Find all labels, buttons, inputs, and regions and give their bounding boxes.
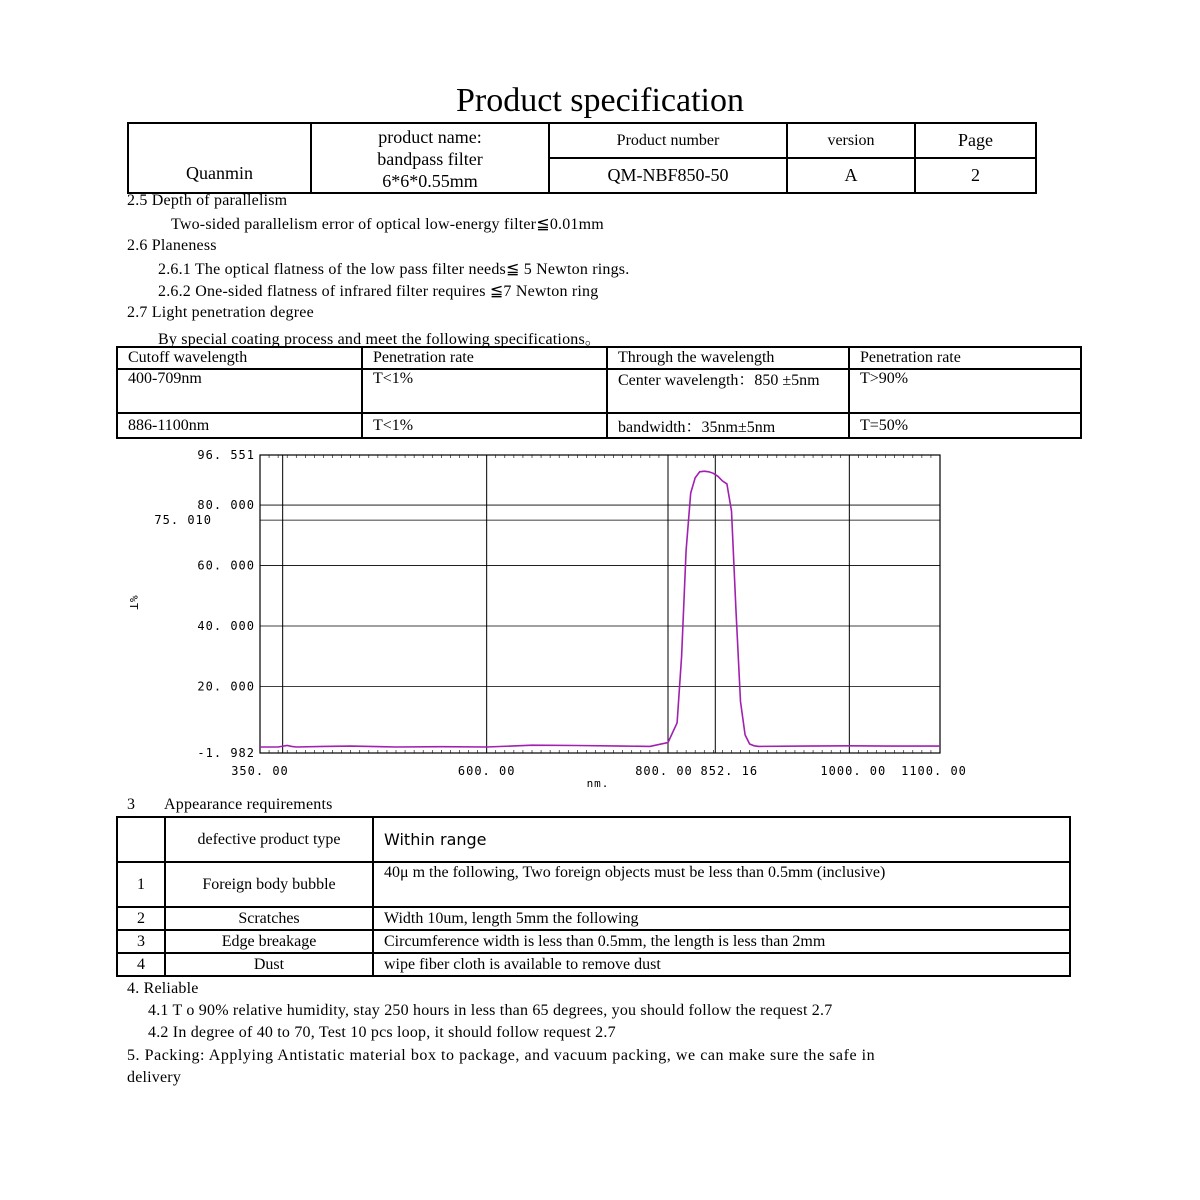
spec-header-through: Through the wavelength bbox=[607, 347, 849, 369]
section-2-7-text: By special coating process and meet the following specifications。 bbox=[158, 331, 602, 348]
x-axis-label: nm. bbox=[586, 777, 610, 790]
reliable-4-1: 4.1 T o 90% relative humidity, stay 250 hours in less than 65 degrees, you should follow the request 2.7 bbox=[148, 1002, 833, 1019]
appearance-table bbox=[116, 816, 1071, 977]
y-tick-label: 80. 000 bbox=[197, 498, 255, 513]
page-value: 2 bbox=[915, 158, 1036, 193]
header-table bbox=[127, 122, 1037, 194]
appearance-heading-number: 3 bbox=[127, 796, 136, 813]
appearance-header-type: defective product type bbox=[165, 817, 373, 862]
transmission-curve bbox=[260, 471, 940, 747]
appearance-header-range: Within range bbox=[373, 817, 1070, 862]
appearance-row-range: Circumference width is less than 0.5mm, the length is less than 2mm bbox=[373, 930, 1070, 953]
appearance-row-range: 40μ m the following, Two foreign objects must be less than 0.5mm (inclusive) bbox=[373, 862, 1070, 907]
version-label: version bbox=[787, 123, 915, 158]
appearance-row-range: wipe fiber cloth is available to remove dust bbox=[373, 953, 1070, 976]
y-tick-label: 75. 010 bbox=[154, 513, 212, 528]
y-tick-label: -1. 982 bbox=[197, 746, 255, 760]
appearance-row-num: 2 bbox=[117, 907, 165, 930]
section-2-6-2: 2.6.2 One-sided flatness of infrared filter requires ≦7 Newton ring bbox=[158, 283, 599, 300]
packing-line-1: 5. Packing: Applying Antistatic material box to package, and vacuum packing, we can make sure the safe in bbox=[127, 1047, 876, 1064]
section-2-6-1: 2.6.1 The optical flatness of the low pass filter needs≦ 5 Newton rings. bbox=[158, 261, 630, 278]
product-name-size: 6*6*0.55mm bbox=[382, 171, 478, 191]
version-value: A bbox=[787, 158, 915, 193]
appearance-row-range: Width 10um, length 5mm the following bbox=[373, 907, 1070, 930]
product-name-type: bandpass filter bbox=[377, 149, 483, 169]
appearance-header-num bbox=[117, 817, 165, 862]
document-title: Product specification bbox=[456, 82, 744, 119]
x-tick-label: 600. 00 bbox=[457, 764, 516, 778]
section-2-5-title: 2.5 Depth of parallelism bbox=[127, 192, 288, 209]
y-axis-label: %T bbox=[127, 595, 140, 611]
section-2-6-title: 2.6 Planeness bbox=[127, 237, 217, 254]
y-tick-label: 96. 551 bbox=[197, 448, 255, 462]
y-tick-label: 40. 000 bbox=[197, 619, 255, 634]
appearance-row-num: 1 bbox=[117, 862, 165, 907]
x-tick-label: 350. 00 bbox=[231, 764, 289, 778]
section-2-5-text: Two-sided parallelism error of optical low-energy filter≦0.01mm bbox=[171, 216, 604, 233]
appearance-row-type: Scratches bbox=[165, 907, 373, 930]
page-label: Page bbox=[915, 123, 1036, 158]
packing-line-2: delivery bbox=[127, 1069, 182, 1086]
company-name: Quanmin bbox=[128, 123, 311, 193]
spec-header-penetration-2: Penetration rate bbox=[849, 347, 1081, 369]
spec-cell: T<1% bbox=[362, 369, 607, 413]
x-tick-label: 1000. 00 bbox=[820, 764, 887, 778]
y-tick-label: 20. 000 bbox=[197, 679, 255, 694]
appearance-row-num: 4 bbox=[117, 953, 165, 976]
spec-cell: T=50% bbox=[849, 413, 1081, 438]
x-tick-label: 1100. 00 bbox=[901, 764, 967, 778]
appearance-row-type: Dust bbox=[165, 953, 373, 976]
spec-table bbox=[116, 346, 1082, 439]
appearance-row-type: Edge breakage bbox=[165, 930, 373, 953]
reliable-4-2: 4.2 In degree of 40 to 70, Test 10 pcs loop, it should follow request 2.7 bbox=[148, 1024, 616, 1041]
product-number-label: Product number bbox=[549, 123, 787, 158]
appearance-row-type: Foreign body bubble bbox=[165, 862, 373, 907]
x-tick-label: 800. 00 bbox=[635, 764, 693, 778]
product-number: QM-NBF850-50 bbox=[549, 158, 787, 193]
product-name-label: product name: bbox=[378, 127, 482, 147]
spec-header-penetration-1: Penetration rate bbox=[362, 347, 607, 369]
spec-cell: 400-709nm bbox=[117, 369, 362, 413]
appearance-row-num: 3 bbox=[117, 930, 165, 953]
section-2-7-title: 2.7 Light penetration degree bbox=[127, 304, 314, 321]
transmission-chart bbox=[110, 440, 990, 800]
spec-cell: Center wavelength：850 ±5nm bbox=[607, 369, 849, 413]
spec-cell: T<1% bbox=[362, 413, 607, 438]
spec-cell: T>90% bbox=[849, 369, 1081, 413]
spec-cell: bandwidth：35nm±5nm bbox=[607, 413, 849, 438]
y-tick-label: 60. 000 bbox=[197, 558, 255, 573]
x-tick-label: 852. 16 bbox=[700, 764, 759, 778]
spec-cell: 886-1100nm bbox=[117, 413, 362, 438]
product-name-cell bbox=[311, 123, 549, 193]
plot-frame bbox=[260, 455, 940, 753]
reliable-title: 4. Reliable bbox=[127, 980, 199, 997]
appearance-heading: Appearance requirements bbox=[164, 796, 333, 813]
spec-header-cutoff: Cutoff wavelength bbox=[117, 347, 362, 369]
